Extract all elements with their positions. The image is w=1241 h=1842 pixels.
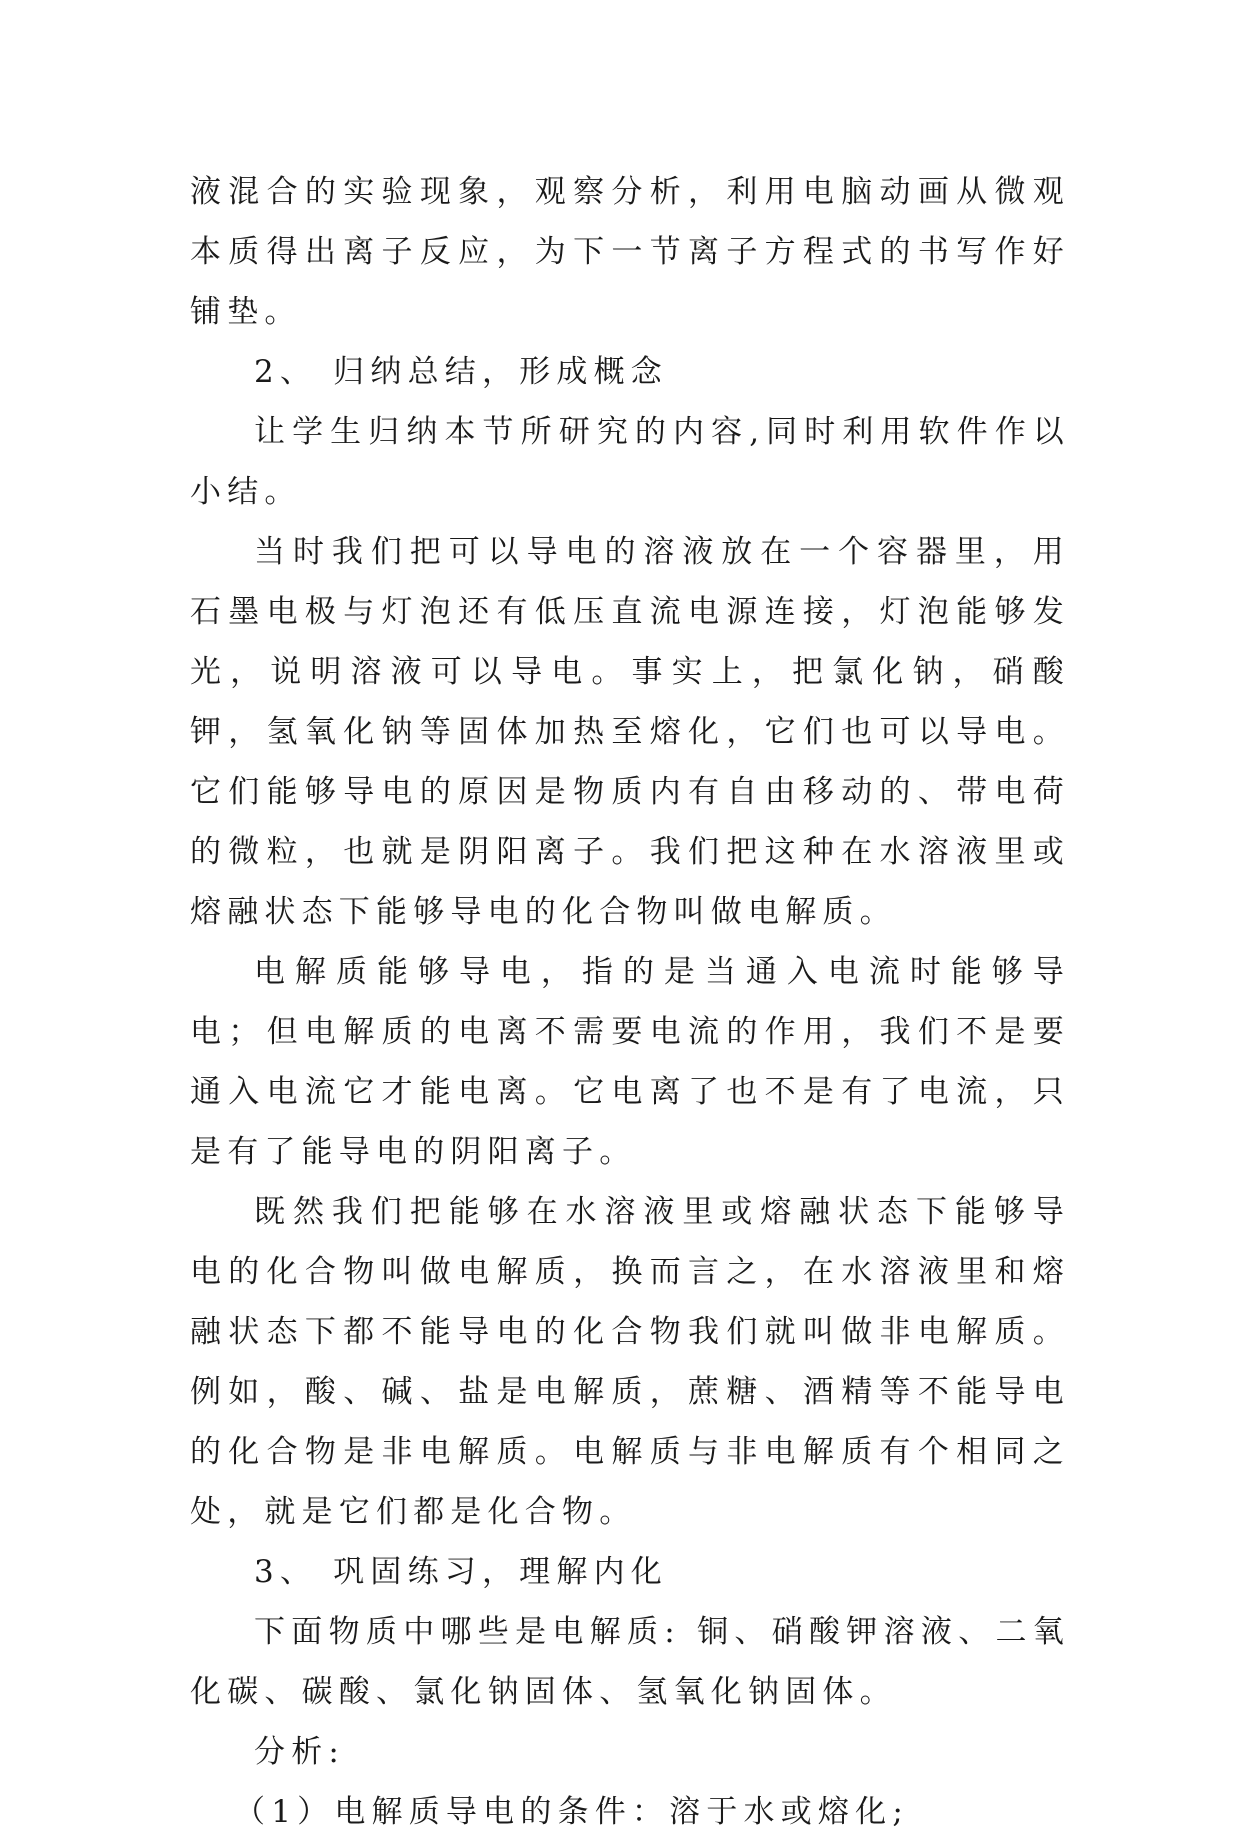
paragraph-continued: 液混合的实验现象，观察分析，利用电脑动画从微观本质得出离子反应，为下一节离子方程式的书写作好铺垫。: [190, 174, 1070, 330]
paragraph-exercise: 下面物质中哪些是电解质: 铜、硝酸钾溶液、二氧化碳、碳酸、氯化钠固体、氢氧化钠固体。: [190, 1614, 1070, 1710]
section-heading-3: 3、 巩固练习，理解内化: [254, 1554, 668, 1590]
paragraph-summary: 让学生归纳本节所研究的内容,同时利用软件作以小结。: [190, 414, 1070, 510]
paragraph-analysis-label: 分析:: [254, 1734, 346, 1770]
list-item-condition: （1）电解质导电的条件：溶于水或熔化;: [234, 1794, 909, 1830]
paragraph-non-electrolyte: 既然我们把能够在水溶液里或熔融状态下能够导电的化合物叫做电解质，换而言之，在水溶液里和熔融状态下都不能导电的化合物我们就叫做非电解质。例如，酸、碱、盐是电解质，蔗糖、酒精等不能导电的化合物是非电解质。电解质与非电解质有个相同之处，就是它们都是化合物。: [190, 1194, 1070, 1530]
section-heading-2: 2、 归纳总结，形成概念: [254, 354, 668, 390]
paragraph-electrolyte-ionization: 电解质能够导电，指的是当通入电流时能够导电；但电解质的电离不需要电流的作用，我们不是要通入电流它才能电离。它电离了也不是有了电流，只是有了能导电的阴阳离子。: [190, 954, 1070, 1170]
document-body: [190, 162, 1070, 1842]
paragraph-conductivity: 当时我们把可以导电的溶液放在一个容器里，用石墨电极与灯泡还有低压直流电源连接，灯泡能够发光，说明溶液可以导电。事实上，把氯化钠，硝酸钾，氢氧化钠等固体加热至熔化，它们也可以导电。它们能够导电的原因是物质内有自由移动的、带电荷的微粒，也就是阴阳离子。我们把这种在水溶液里或熔融状态下能够导电的化合物叫做电解质。: [190, 534, 1070, 930]
